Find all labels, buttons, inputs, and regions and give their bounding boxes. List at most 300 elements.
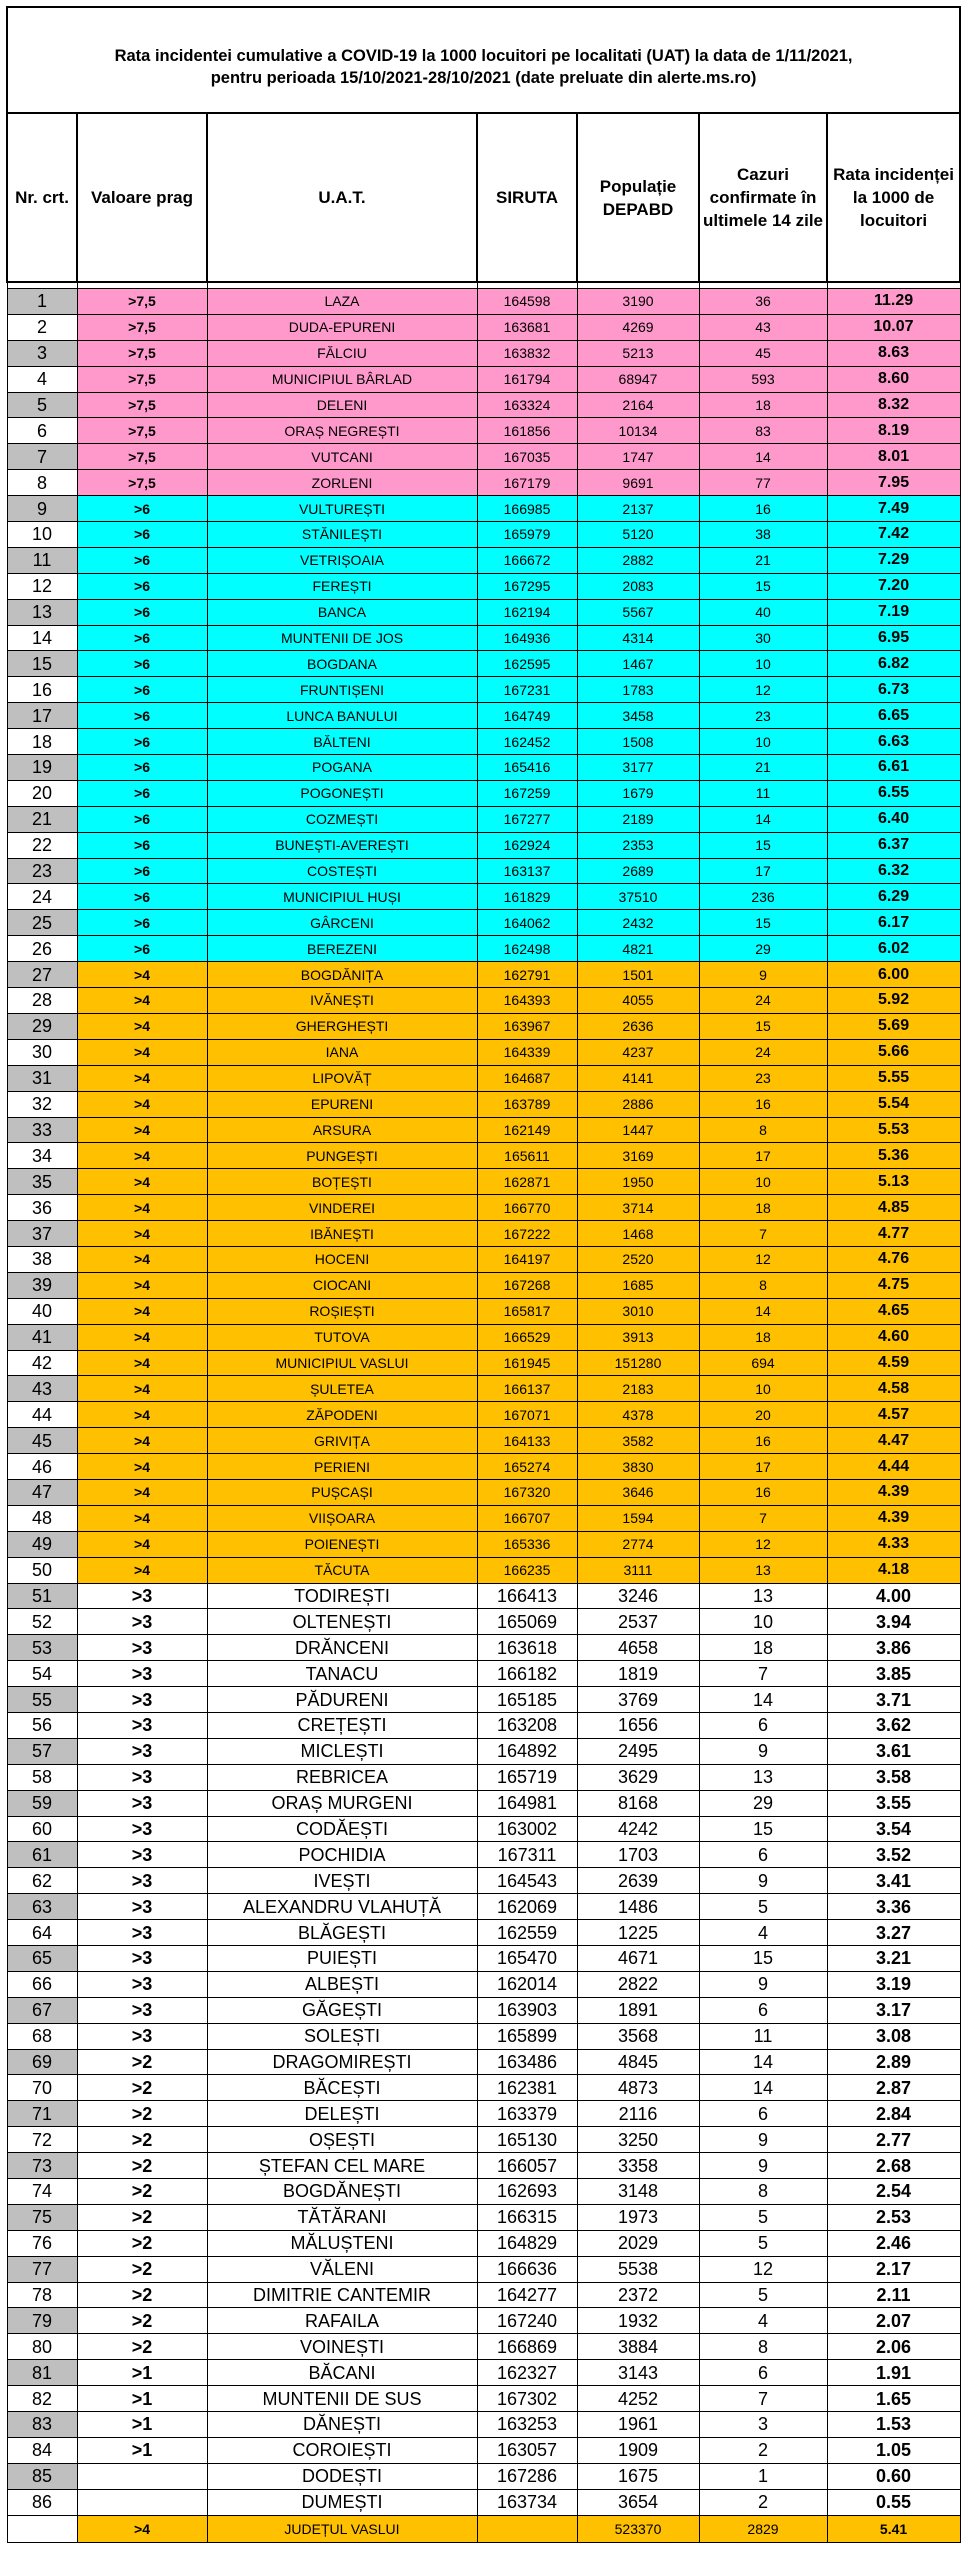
cell-uat: ZĂPODENI (207, 1402, 477, 1428)
cell-siruta: 162498 (477, 936, 577, 962)
cell-prag: >3 (77, 1946, 207, 1972)
cell-populatie: 2689 (577, 858, 699, 884)
cell-cazuri: 5 (699, 1894, 827, 1920)
table-row (7, 573, 960, 599)
cell-rata: 6.63 (827, 729, 960, 755)
cell-populatie: 1747 (577, 444, 699, 470)
cell-siruta: 167179 (477, 470, 577, 496)
cell-nr: 69 (7, 2049, 77, 2075)
cell-populatie: 4658 (577, 1635, 699, 1661)
cell-populatie: 1973 (577, 2204, 699, 2230)
cell-prag: >4 (77, 1505, 207, 1531)
cell-prag: >3 (77, 1842, 207, 1868)
cell-rata: 3.71 (827, 1687, 960, 1713)
cell-nr: 52 (7, 1609, 77, 1635)
cell-rata: 5.66 (827, 1039, 960, 1065)
cell-populatie: 4314 (577, 625, 699, 651)
cell-uat: POCHIDIA (207, 1842, 477, 1868)
cell-uat: VETRIȘOAIA (207, 547, 477, 573)
cell-cazuri: 6 (699, 1997, 827, 2023)
cell-siruta: 165185 (477, 1687, 577, 1713)
cell-siruta: 164062 (477, 910, 577, 936)
cell-populatie: 4378 (577, 1402, 699, 1428)
cell-rata: 6.29 (827, 884, 960, 910)
cell-uat: IANA (207, 1039, 477, 1065)
cell-prag: >3 (77, 1635, 207, 1661)
cell-siruta: 166137 (477, 1376, 577, 1402)
cell-nr: 15 (7, 651, 77, 677)
table-row (7, 2308, 960, 2334)
cell-populatie: 3582 (577, 1428, 699, 1454)
cell-cazuri: 9 (699, 1971, 827, 1997)
cell-prag: >3 (77, 1816, 207, 1842)
cell-nr: 32 (7, 1091, 77, 1117)
table-row (7, 651, 960, 677)
total-cell-cazuri: 2829 (699, 2515, 827, 2542)
cell-rata: 6.73 (827, 677, 960, 703)
cell-rata: 3.08 (827, 2023, 960, 2049)
table-row (7, 1790, 960, 1816)
cell-prag: >2 (77, 2101, 207, 2127)
cell-siruta: 162595 (477, 651, 577, 677)
cell-siruta: 167295 (477, 573, 577, 599)
cell-populatie: 37510 (577, 884, 699, 910)
cell-nr: 19 (7, 755, 77, 781)
cell-nr: 61 (7, 1842, 77, 1868)
cell-populatie: 2164 (577, 392, 699, 418)
cell-siruta: 163379 (477, 2101, 577, 2127)
cell-cazuri: 7 (699, 1221, 827, 1247)
cell-populatie: 3143 (577, 2360, 699, 2386)
table-row (7, 1531, 960, 1557)
cell-populatie: 2520 (577, 1246, 699, 1272)
cell-prag: >4 (77, 1350, 207, 1376)
table-row (7, 1013, 960, 1039)
cell-prag: >4 (77, 962, 207, 988)
cell-cazuri: 30 (699, 625, 827, 651)
cell-siruta: 166707 (477, 1505, 577, 1531)
table-row (7, 729, 960, 755)
cell-uat: BLĂGEȘTI (207, 1920, 477, 1946)
cell-uat: ALBEȘTI (207, 1971, 477, 1997)
cell-nr: 1 (7, 289, 77, 315)
cell-siruta: 163253 (477, 2412, 577, 2438)
cell-siruta: 163734 (477, 2489, 577, 2515)
cell-cazuri: 23 (699, 1065, 827, 1091)
cell-uat: CREȚEȘTI (207, 1712, 477, 1738)
cell-rata: 6.95 (827, 625, 960, 651)
cell-rata: 3.86 (827, 1635, 960, 1661)
table-row (7, 2360, 960, 2386)
cell-siruta: 162014 (477, 1971, 577, 1997)
total-cell-siruta (477, 2515, 577, 2542)
cell-rata: 3.85 (827, 1661, 960, 1687)
cell-siruta: 163486 (477, 2049, 577, 2075)
cell-siruta: 162069 (477, 1894, 577, 1920)
cell-nr: 81 (7, 2360, 77, 2386)
cell-rata: 3.61 (827, 1738, 960, 1764)
table-row (7, 2101, 960, 2127)
cell-prag: >3 (77, 1661, 207, 1687)
cell-nr: 21 (7, 806, 77, 832)
cell-nr: 14 (7, 625, 77, 651)
cell-nr: 68 (7, 2023, 77, 2049)
table-row (7, 1687, 960, 1713)
cell-prag: >4 (77, 1221, 207, 1247)
table-row (7, 1454, 960, 1480)
cell-siruta: 166235 (477, 1557, 577, 1583)
cell-rata: 5.13 (827, 1169, 960, 1195)
cell-nr: 50 (7, 1557, 77, 1583)
cell-rata: 4.39 (827, 1479, 960, 1505)
cell-populatie: 1656 (577, 1712, 699, 1738)
cell-populatie: 2822 (577, 1971, 699, 1997)
cell-uat: ZORLENI (207, 470, 477, 496)
cell-populatie: 3169 (577, 1143, 699, 1169)
cell-nr: 23 (7, 858, 77, 884)
cell-siruta: 166315 (477, 2204, 577, 2230)
cell-siruta: 162452 (477, 729, 577, 755)
cell-rata: 3.36 (827, 1894, 960, 1920)
cell-nr: 33 (7, 1117, 77, 1143)
cell-siruta: 167222 (477, 1221, 577, 1247)
cell-prag: >6 (77, 729, 207, 755)
cell-uat: POGONEȘTI (207, 780, 477, 806)
table-row (7, 1195, 960, 1221)
table-row (7, 1764, 960, 1790)
cell-prag: >6 (77, 547, 207, 573)
cell-nr: 44 (7, 1402, 77, 1428)
cell-siruta: 164393 (477, 988, 577, 1014)
cell-rata: 4.58 (827, 1376, 960, 1402)
cell-uat: ORAȘ NEGREȘTI (207, 418, 477, 444)
cell-nr: 34 (7, 1143, 77, 1169)
cell-siruta: 165470 (477, 1946, 577, 1972)
cell-uat: DĂNEȘTI (207, 2412, 477, 2438)
cell-rata: 2.87 (827, 2075, 960, 2101)
table-row (7, 677, 960, 703)
cell-rata: 6.32 (827, 858, 960, 884)
cell-cazuri: 40 (699, 599, 827, 625)
cell-uat: MUNICIPIUL BÂRLAD (207, 366, 477, 392)
cell-populatie: 2636 (577, 1013, 699, 1039)
report-title (7, 7, 960, 113)
cell-uat: ROȘIEȘTI (207, 1298, 477, 1324)
cell-populatie: 4269 (577, 314, 699, 340)
table-row (7, 2023, 960, 2049)
cell-populatie: 4671 (577, 1946, 699, 1972)
table-row (7, 1091, 960, 1117)
cell-uat: MICLEȘTI (207, 1738, 477, 1764)
cell-populatie: 3714 (577, 1195, 699, 1221)
cell-prag: >4 (77, 1143, 207, 1169)
cell-populatie: 4141 (577, 1065, 699, 1091)
cell-uat: DRAGOMIREȘTI (207, 2049, 477, 2075)
cell-cazuri: 10 (699, 1169, 827, 1195)
cell-nr: 65 (7, 1946, 77, 1972)
cell-prag: >6 (77, 522, 207, 548)
cell-prag: >7,5 (77, 444, 207, 470)
cell-rata: 4.65 (827, 1298, 960, 1324)
cell-uat: RAFAILA (207, 2308, 477, 2334)
header-cazuri: Cazuri confirmate în ultimele 14 zile (699, 113, 827, 282)
cell-rata: 2.84 (827, 2101, 960, 2127)
cell-uat: POIENEȘTI (207, 1531, 477, 1557)
cell-populatie: 151280 (577, 1350, 699, 1376)
cell-uat: COZMEȘTI (207, 806, 477, 832)
cell-rata: 7.29 (827, 547, 960, 573)
cell-nr: 64 (7, 1920, 77, 1946)
total-cell-prag: >4 (77, 2515, 207, 2542)
cell-rata: 3.21 (827, 1946, 960, 1972)
cell-cazuri: 13 (699, 1557, 827, 1583)
cell-prag: >3 (77, 1738, 207, 1764)
cell-populatie: 5538 (577, 2256, 699, 2282)
cell-uat: BĂCEȘTI (207, 2075, 477, 2101)
cell-rata: 4.75 (827, 1272, 960, 1298)
cell-siruta: 164749 (477, 703, 577, 729)
cell-nr: 55 (7, 1687, 77, 1713)
cell-populatie: 4845 (577, 2049, 699, 2075)
cell-rata: 7.49 (827, 496, 960, 522)
cell-rata: 4.18 (827, 1557, 960, 1583)
cell-siruta: 161829 (477, 884, 577, 910)
cell-siruta: 163681 (477, 314, 577, 340)
cell-uat: IVĂNEȘTI (207, 988, 477, 1014)
cell-siruta: 167277 (477, 806, 577, 832)
cell-uat: PUNGEȘTI (207, 1143, 477, 1169)
cell-uat: TUTOVA (207, 1324, 477, 1350)
cell-prag: >4 (77, 1531, 207, 1557)
cell-nr: 18 (7, 729, 77, 755)
table-row (7, 1428, 960, 1454)
cell-siruta: 166770 (477, 1195, 577, 1221)
header-uat: U.A.T. (207, 113, 477, 282)
cell-cazuri: 16 (699, 1091, 827, 1117)
cell-siruta: 163002 (477, 1816, 577, 1842)
table-row (7, 418, 960, 444)
cell-prag: >1 (77, 2437, 207, 2463)
table-row (7, 1272, 960, 1298)
cell-uat: STĂNILEȘTI (207, 522, 477, 548)
cell-uat: LAZA (207, 289, 477, 315)
cell-cazuri: 77 (699, 470, 827, 496)
cell-cazuri: 1 (699, 2463, 827, 2489)
cell-prag: >3 (77, 1920, 207, 1946)
cell-siruta: 164543 (477, 1868, 577, 1894)
cell-siruta: 164277 (477, 2282, 577, 2308)
cell-uat: BĂCANI (207, 2360, 477, 2386)
cell-siruta: 167035 (477, 444, 577, 470)
cell-uat: MUNTENII DE SUS (207, 2386, 477, 2412)
cell-uat: BANCA (207, 599, 477, 625)
cell-prag: >3 (77, 1687, 207, 1713)
cell-cazuri: 18 (699, 1195, 827, 1221)
cell-populatie: 8168 (577, 1790, 699, 1816)
cell-siruta: 166985 (477, 496, 577, 522)
cell-populatie: 2137 (577, 496, 699, 522)
cell-siruta: 166413 (477, 1583, 577, 1609)
cell-rata: 3.52 (827, 1842, 960, 1868)
title-line-1: Rata incidentei cumulative a COVID-19 la 1000 locuitori pe localitati (UAT) la data de 1/11/2021, (114, 47, 853, 65)
cell-uat: FRUNTIȘENI (207, 677, 477, 703)
cell-cazuri: 12 (699, 1246, 827, 1272)
cell-uat: TANACU (207, 1661, 477, 1687)
cell-prag: >3 (77, 1997, 207, 2023)
cell-populatie: 1819 (577, 1661, 699, 1687)
cell-cazuri: 9 (699, 2153, 827, 2179)
cell-siruta: 167286 (477, 2463, 577, 2489)
cell-cazuri: 10 (699, 729, 827, 755)
cell-prag: >4 (77, 1428, 207, 1454)
cell-siruta: 164981 (477, 1790, 577, 1816)
cell-populatie: 4242 (577, 1816, 699, 1842)
table-row (7, 755, 960, 781)
cell-populatie: 2882 (577, 547, 699, 573)
table-row (7, 1971, 960, 1997)
cell-rata: 3.19 (827, 1971, 960, 1997)
cell-prag: >3 (77, 1894, 207, 1920)
table-row (7, 1842, 960, 1868)
table-row (7, 547, 960, 573)
cell-cazuri: 16 (699, 1428, 827, 1454)
cell-rata: 4.39 (827, 1505, 960, 1531)
cell-uat: ORAȘ MURGENI (207, 1790, 477, 1816)
cell-nr: 78 (7, 2282, 77, 2308)
table-row (7, 1324, 960, 1350)
cell-prag: >6 (77, 755, 207, 781)
cell-cazuri: 17 (699, 1454, 827, 1480)
cell-nr: 2 (7, 314, 77, 340)
cell-populatie: 1932 (577, 2308, 699, 2334)
table-row (7, 2282, 960, 2308)
cell-cazuri: 15 (699, 1946, 827, 1972)
incidence-report (6, 6, 959, 2543)
cell-rata: 1.91 (827, 2360, 960, 2386)
cell-siruta: 166529 (477, 1324, 577, 1350)
table-row (7, 832, 960, 858)
cell-prag: >2 (77, 2230, 207, 2256)
cell-siruta: 164598 (477, 289, 577, 315)
cell-nr: 24 (7, 884, 77, 910)
cell-prag: >4 (77, 1557, 207, 1583)
cell-siruta: 163137 (477, 858, 577, 884)
cell-cazuri: 9 (699, 962, 827, 988)
cell-cazuri: 10 (699, 651, 827, 677)
table-row (7, 780, 960, 806)
cell-cazuri: 593 (699, 366, 827, 392)
cell-rata: 4.60 (827, 1324, 960, 1350)
cell-uat: DELENI (207, 392, 477, 418)
cell-prag: >1 (77, 2360, 207, 2386)
cell-rata: 6.40 (827, 806, 960, 832)
cell-cazuri: 3 (699, 2412, 827, 2438)
cell-uat: OLTENEȘTI (207, 1609, 477, 1635)
cell-rata: 2.77 (827, 2127, 960, 2153)
cell-cazuri: 8 (699, 2334, 827, 2360)
cell-cazuri: 8 (699, 2179, 827, 2205)
cell-rata: 6.02 (827, 936, 960, 962)
table-row (7, 1143, 960, 1169)
total-cell-populatie: 523370 (577, 2515, 699, 2542)
table-row (7, 2334, 960, 2360)
cell-rata: 7.19 (827, 599, 960, 625)
cell-cazuri: 16 (699, 496, 827, 522)
cell-cazuri: 17 (699, 1143, 827, 1169)
cell-populatie: 3458 (577, 703, 699, 729)
table-row (7, 392, 960, 418)
cell-nr: 11 (7, 547, 77, 573)
cell-prag: >2 (77, 2179, 207, 2205)
cell-cazuri: 7 (699, 2386, 827, 2412)
cell-nr: 84 (7, 2437, 77, 2463)
cell-nr: 46 (7, 1454, 77, 1480)
cell-rata: 8.32 (827, 392, 960, 418)
cell-prag: >6 (77, 832, 207, 858)
cell-nr: 40 (7, 1298, 77, 1324)
cell-uat: PĂDURENI (207, 1687, 477, 1713)
cell-siruta: 167302 (477, 2386, 577, 2412)
table-row (7, 1376, 960, 1402)
cell-nr: 57 (7, 1738, 77, 1764)
cell-siruta: 162327 (477, 2360, 577, 2386)
cell-siruta: 166057 (477, 2153, 577, 2179)
cell-cazuri: 7 (699, 1505, 827, 1531)
table-row (7, 496, 960, 522)
cell-cazuri: 7 (699, 1661, 827, 1687)
cell-prag: >6 (77, 780, 207, 806)
table-row (7, 1868, 960, 1894)
cell-uat: GĂGEȘTI (207, 1997, 477, 2023)
table-row (7, 1039, 960, 1065)
cell-rata: 4.57 (827, 1402, 960, 1428)
cell-prag: >2 (77, 2334, 207, 2360)
cell-nr: 29 (7, 1013, 77, 1039)
cell-populatie: 68947 (577, 366, 699, 392)
cell-siruta: 162194 (477, 599, 577, 625)
cell-cazuri: 2 (699, 2437, 827, 2463)
cell-populatie: 1685 (577, 1272, 699, 1298)
cell-prag: >4 (77, 1117, 207, 1143)
cell-nr: 3 (7, 340, 77, 366)
table-row (7, 2179, 960, 2205)
cell-uat: FĂLCIU (207, 340, 477, 366)
cell-uat: ARSURA (207, 1117, 477, 1143)
table-row (7, 1661, 960, 1687)
cell-nr: 70 (7, 2075, 77, 2101)
cell-populatie: 3358 (577, 2153, 699, 2179)
cell-rata: 1.65 (827, 2386, 960, 2412)
table-row (7, 806, 960, 832)
cell-rata: 5.54 (827, 1091, 960, 1117)
cell-siruta: 167268 (477, 1272, 577, 1298)
cell-uat: CODĂEȘTI (207, 1816, 477, 1842)
cell-rata: 6.82 (827, 651, 960, 677)
cell-siruta: 165719 (477, 1764, 577, 1790)
cell-rata: 4.59 (827, 1350, 960, 1376)
cell-prag: >2 (77, 2204, 207, 2230)
table-row (7, 1298, 960, 1324)
cell-populatie: 3190 (577, 289, 699, 315)
cell-uat: COROIEȘTI (207, 2437, 477, 2463)
cell-rata: 2.06 (827, 2334, 960, 2360)
cell-uat: BOȚEȘTI (207, 1169, 477, 1195)
cell-uat: BOGDĂNIȚA (207, 962, 477, 988)
cell-rata: 6.65 (827, 703, 960, 729)
cell-nr: 37 (7, 1221, 77, 1247)
cell-nr: 7 (7, 444, 77, 470)
cell-uat: TĂTĂRANI (207, 2204, 477, 2230)
